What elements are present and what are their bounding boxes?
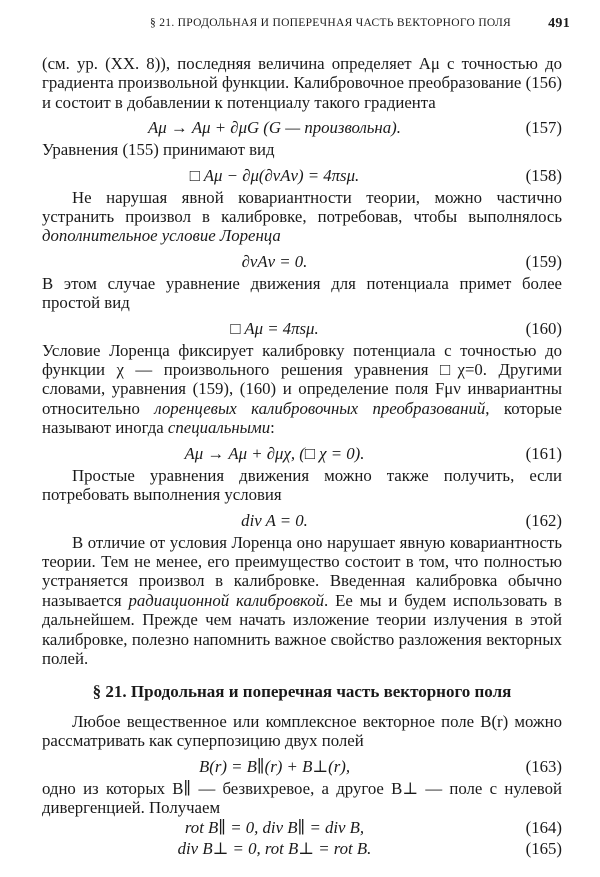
equation-number: (159) <box>525 251 562 271</box>
page-body <box>42 54 562 859</box>
paragraph-4: В этом случае уравнение движения для потенциала примет более простой вид <box>42 273 562 313</box>
equation-162 <box>42 510 562 531</box>
equation-number: (160) <box>525 318 562 338</box>
equation-158 <box>42 165 562 186</box>
paragraph-3-text: Не нарушая явной ковариантности теории, можно частично устранить произвол в калибровке, потребовав, чтобы выполнялось <box>42 187 562 227</box>
paragraph-7-text-b: . Ее мы и будем использовать в дальнейшем. Прежде чем начать изложение теории излучения в этой калибровке, полезно напомнить важное свойство разложения векторных полей. <box>42 590 562 668</box>
equation-formula: rot B∥ = 0, div B∥ = div B, <box>184 818 365 838</box>
equation-formula: Aμ → Aμ + ∂μG (G — произвольна). <box>148 118 401 138</box>
paragraph-3 <box>42 188 562 246</box>
equation-number: (163) <box>525 756 562 776</box>
equation-formula: ∂νAν = 0. <box>241 251 308 271</box>
page-number: 491 <box>548 16 570 31</box>
equation-157 <box>42 117 562 138</box>
lorentz-gauge-transformations-term: лоренцевых калибровочных преобразований <box>154 398 486 418</box>
equation-number: (162) <box>525 510 562 530</box>
equation-163 <box>42 756 562 777</box>
paragraph-5-text-a: Условие Лоренца фиксирует калибровку потенциала с точностью до функции χ — произвольного решения уравнения □χ=0. Другими словами, уравнения (159), (160) и определение поля Fμν инвариантны относительно <box>42 340 562 418</box>
paragraph-5-text-c: : <box>270 418 275 438</box>
equation-159 <box>42 251 562 272</box>
paragraph-6: Простые уравнения движения можно также получить, если потребовать выполнения условия <box>42 465 562 505</box>
equation-number: (164) <box>525 818 562 838</box>
paragraph-7 <box>42 533 562 669</box>
equation-formula: □ Aμ = 4πsμ. <box>230 318 319 338</box>
special-term: специальными <box>167 418 271 438</box>
paragraph-5-text-b: , которые называют иногда <box>42 398 562 438</box>
paragraph-8: Любое вещественное или комплексное векторное поле B(r) можно рассматривать как суперпозицию двух полей <box>42 711 562 751</box>
paragraph-7-text-a: В отличие от условия Лоренца оно нарушает явную ковариантность теории. Тем не менее, его преимущество состоит в том, что полностью устраняется произвол в калибровке. Введенная калибровка обычно называется <box>42 532 562 610</box>
equation-formula: div A = 0. <box>241 510 308 530</box>
equation-number: (165) <box>525 839 562 859</box>
equation-number: (158) <box>525 165 562 185</box>
radiation-gauge-term: радиационной калибровкой <box>128 590 325 610</box>
equation-number: (161) <box>525 443 562 463</box>
lorentz-condition-term: дополнительное условие Лоренца <box>42 226 281 246</box>
equation-164 <box>42 817 562 838</box>
equation-formula: B(r) = B∥(r) + B⊥(r), <box>198 756 351 776</box>
running-title: § 21. ПРОДОЛЬНАЯ И ПОПЕРЕЧНАЯ ЧАСТЬ ВЕКТОРНОГО ПОЛЯ <box>150 17 512 29</box>
equation-165 <box>42 838 562 859</box>
paragraph-9: одно из которых B∥ — безвихревое, а другое B⊥ — поле с нулевой дивергенцией. Получаем <box>42 778 562 817</box>
paragraph-1: (см. ур. (XX. 8)), последняя величина определяет Aμ с точностью до градиента произвольной функции. Калибровочное преобразование (156) и состоит в добавлении к потенциалу такого градиента <box>42 54 562 112</box>
equation-formula: Aμ → Aμ + ∂μχ, (□ χ = 0). <box>184 443 365 463</box>
equation-formula: □ Aμ − ∂μ(∂νAν) = 4πsμ. <box>189 165 360 185</box>
equation-160 <box>42 318 562 339</box>
equation-161 <box>42 443 562 464</box>
equation-number: (157) <box>525 118 562 138</box>
section-heading: § 21. Продольная и поперечная часть векторного поля <box>92 682 512 702</box>
equation-formula: div B⊥ = 0, rot B⊥ = rot B. <box>177 839 372 859</box>
paragraph-5 <box>42 341 562 438</box>
paragraph-2: Уравнения (155) принимают вид <box>42 140 275 160</box>
